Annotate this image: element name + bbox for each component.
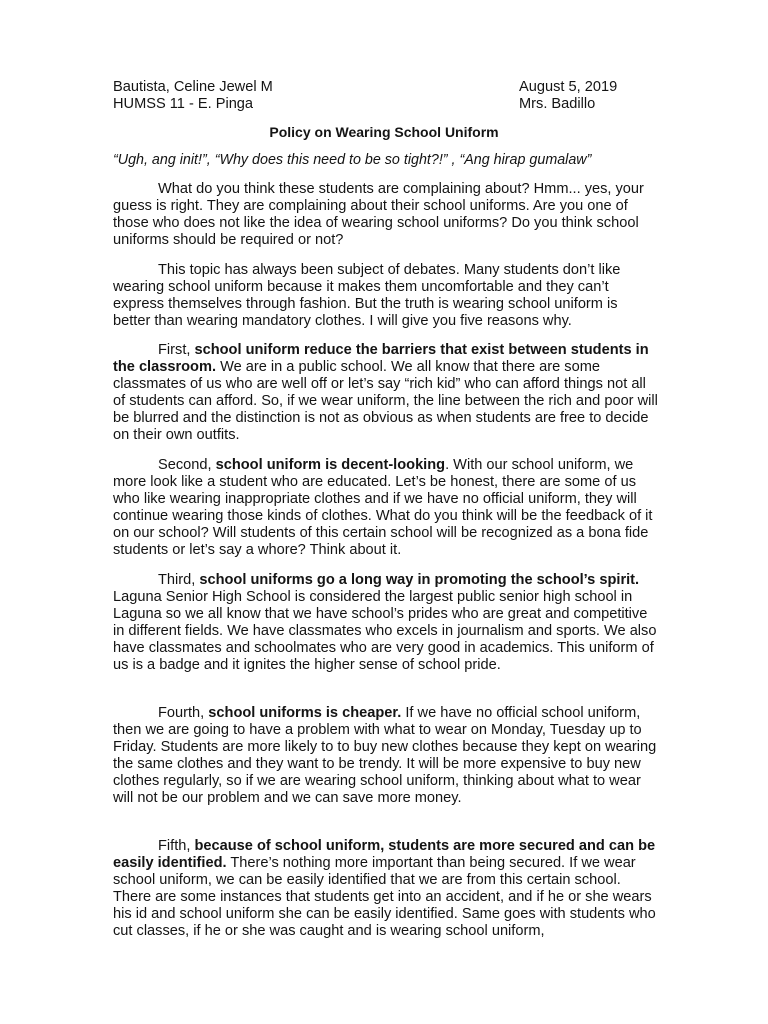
reason-3-lead: Third,: [158, 572, 200, 588]
reason-1-text: We are in a public school. We all know that there are some classmates of us who are well off or let’s say “rich kid” who can afford things not all of students can afford. So, if we wear uniform, the line between the rich and poor will be blurred and the distinction is not as obvious as when students are free to decide on their own outfits.: [113, 358, 658, 443]
student-name: Bautista, Celine Jewel M: [113, 79, 273, 95]
reason-5-lead: Fifth,: [158, 838, 195, 854]
reason-4-text: If we have no official school uniform, then we are going to have a problem with what to wear on Monday, Tuesday up to Friday. Students are more likely to to buy new clothes because they kept on wearing the same clothes and they want to be trendy. It will be more expensive to buy new clothes regularly, so if we are wearing school uniform, thinking about what to wear will not be our problem and we can save more money.: [113, 705, 657, 806]
class-section: HUMSS 11 - E. Pinga: [113, 96, 254, 112]
paragraph-thesis: [113, 262, 658, 330]
reason-2-text: . With our school uniform, we more look like a student who are educated. Let’s be honest, there are some of us who like wearing inappropriate clothes and if we have no official uniform, they will continue wearing those kinds of clothes. What do you think will be the feedback of it on our school? Will students of this certain school will be recognized as a bona fide students or let’s say a whore? Think about it.: [113, 457, 653, 558]
reason-1-lead: First,: [158, 342, 195, 358]
reason-3-text: Laguna Senior High School is considered the largest public senior high school in Laguna so we all know that we have school’s prides who are great and competitive in different fields. We have classmates who excels in journalism and sports. We also have classmates and schoolmates who are very good in academics. This uniform of us is a badge and it ignites the higher sense of school pride.: [113, 588, 657, 673]
reason-5-heading: because of school uniform, students are more secured and can be easily identified.: [113, 838, 656, 871]
teacher-name: Mrs. Badillo: [519, 96, 596, 112]
reason-2-heading: school uniform is decent-looking: [215, 457, 446, 473]
paragraph-reason-1: [113, 342, 658, 444]
reason-2-lead: Second,: [158, 457, 216, 473]
submission-date: August 5, 2019: [519, 79, 618, 95]
paragraph-intro-text: What do you think these students are complaining about? Hmm... yes, your guess is right. They are complaining about their school uniforms. Are you one of those who does not like the idea of wearing school uniforms? Do you think school uniforms should be required or not?: [113, 181, 644, 248]
paragraph-reason-5: [113, 838, 658, 940]
paragraph-intro: [113, 181, 658, 249]
reason-1-heading: school uniform reduce the barriers that exist between students in the classroom.: [113, 342, 649, 375]
reason-3-heading: school uniforms go a long way in promoting the school’s spirit.: [199, 572, 640, 588]
paragraph-reason-4: [113, 705, 658, 807]
opening-quote: “Ugh, ang init!”, “Why does this need to be so tight?!” , “Ang hirap gumalaw”: [113, 152, 592, 168]
paragraph-thesis-text: This topic has always been subject of debates. Many students don’t like wearing school uniform because it makes them uncomfortable and they can’t express themselves through fashion. But the truth is wearing school uniform is better than wearing mandatory clothes. I will give you five reasons why.: [113, 262, 621, 329]
reason-4-lead: Fourth,: [158, 705, 209, 721]
document-title: Policy on Wearing School Uniform: [269, 124, 499, 140]
paragraph-reason-3: [113, 572, 658, 674]
paragraph-reason-2: [113, 457, 658, 559]
reason-5-text: There’s nothing more important than being secured. If we wear school uniform, we can be easily identified that we are from this certain school. There are some instances that students get into an accident, and if he or she wears his id and school uniform she can be easily identified. Same goes with students who cut classes, if he or she was caught and is wearing school uniform,: [113, 854, 656, 939]
reason-4-heading: school uniforms is cheaper.: [208, 705, 402, 721]
